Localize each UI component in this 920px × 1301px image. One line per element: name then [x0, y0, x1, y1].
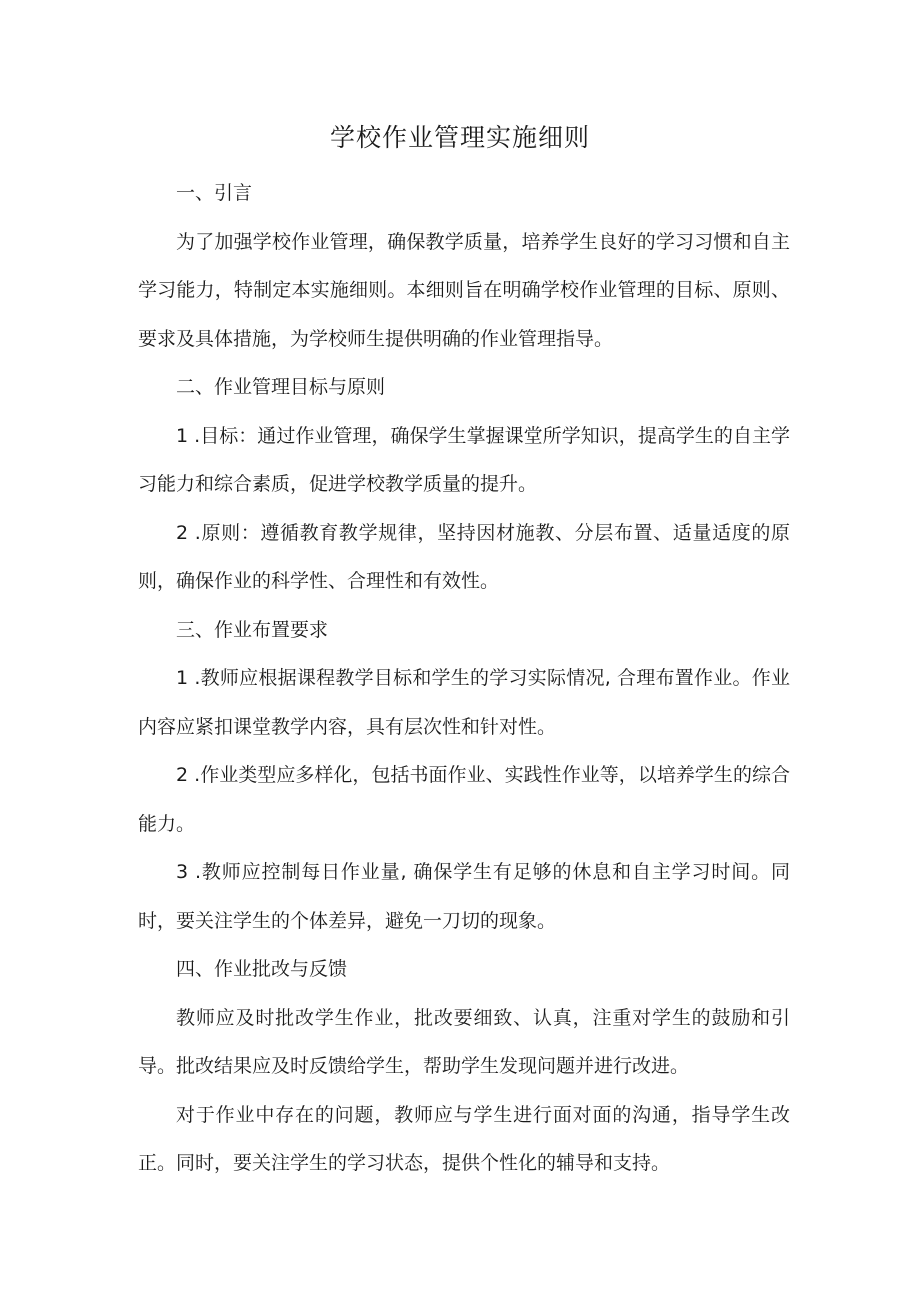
section-heading-grading-feedback: 四、作业批改与反馈 [176, 958, 348, 980]
document-body [138, 169, 790, 1188]
paragraph-requirement-3: 3 .教师应控制每日作业量, 确保学生有足够的休息和自主学习时间。同时，要关注学生的个体差异，避免一刀切的现象。 [138, 861, 790, 932]
document-title: 学校作业管理实施细则 [329, 123, 590, 152]
section-heading-assignment-requirements: 三、作业布置要求 [176, 618, 329, 641]
section-heading-goals-principles: 二、作业管理目标与原则 [176, 376, 386, 398]
paragraph-introduction: 为了加强学校作业管理，确保教学质量，培养学生良好的学习习惯和自主学习能力，特制定本实施细则。本细则旨在明确学校作业管理的目标、原则、要求及具体措施，为学校师生提供明确的作业管理指导。 [138, 230, 790, 350]
paragraph-requirement-1: 1 .教师应根据课程教学目标和学生的学习实际情况, 合理布置作业。作业内容应紧扣课堂教学内容，具有层次性和针对性。 [138, 667, 790, 738]
section-heading-introduction: 一、引言 [176, 182, 253, 204]
paragraph-requirement-2: 2 .作业类型应多样化，包括书面作业、实践性作业等，以培养学生的综合能力。 [138, 764, 790, 835]
paragraph-principle: 2 .原则：遵循教育教学规律，坚持因材施教、分层布置、适量适度的原则，确保作业的科学性、合理性和有效性。 [138, 521, 790, 592]
paragraph-communication: 对于作业中存在的问题，教师应与学生进行面对面的沟通，指导学生改正。同时，要关注学生的学习状态，提供个性化的辅导和支持。 [138, 1103, 790, 1174]
paragraph-grading: 教师应及时批改学生作业，批改要细致、认真，注重对学生的鼓励和引导。批改结果应及时反馈给学生，帮助学生发现问题并进行改进。 [138, 1006, 790, 1077]
paragraph-goal: 1 .目标：通过作业管理，确保学生掌握课堂所学知识，提高学生的自主学习能力和综合素质，促进学校教学质量的提升。 [138, 424, 790, 495]
